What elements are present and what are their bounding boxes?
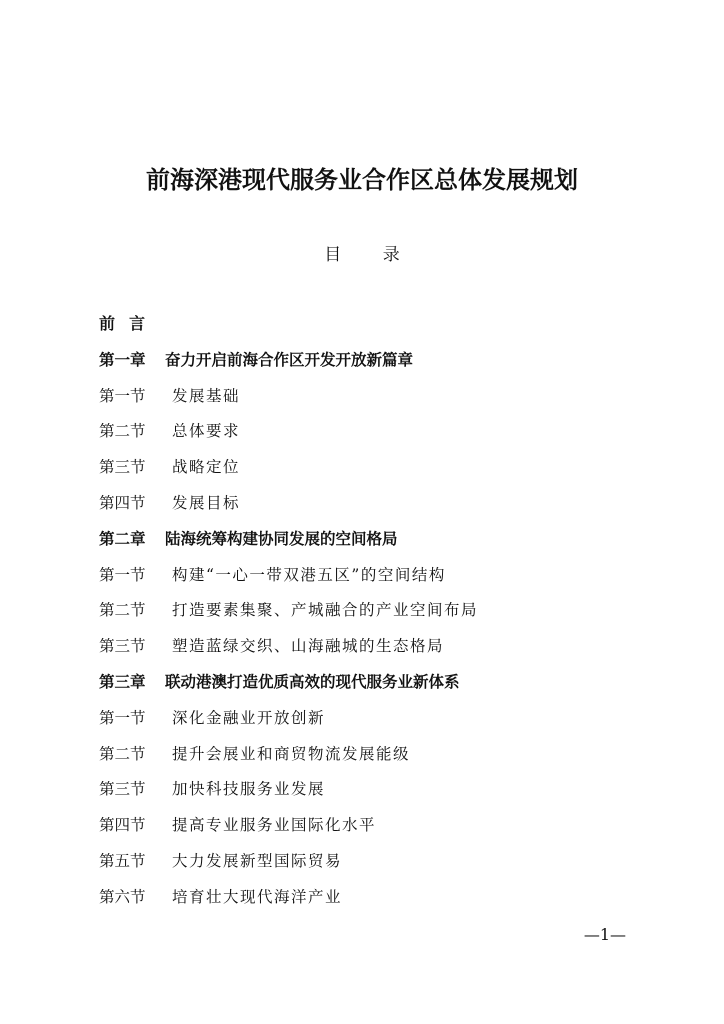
toc-label: 第三章 [99, 672, 146, 691]
document-title: 前海深港现代服务业合作区总体发展规划 [146, 165, 578, 194]
toc-section[interactable] [99, 598, 659, 634]
toc-section[interactable] [99, 384, 659, 420]
toc-section[interactable] [99, 777, 659, 813]
toc-section[interactable] [99, 706, 659, 742]
toc-section[interactable] [99, 813, 659, 849]
toc-title: 构建“一心一带双港五区”的空间结构 [172, 565, 446, 584]
toc-chapter[interactable] [99, 348, 659, 384]
toc-title: 塑造蓝绿交织、山海融城的生态格局 [172, 637, 445, 656]
toc-label: 第二节 [99, 601, 146, 620]
toc-title: 发展目标 [172, 493, 241, 512]
toc-title: 奋力开启前海合作区开发开放新篇章 [165, 350, 414, 369]
toc-label: 第六节 [99, 887, 146, 906]
toc-title: 发展基础 [172, 386, 241, 405]
toc-title: 联动港澳打造优质高效的现代服务业新体系 [165, 672, 460, 691]
toc-title: 深化金融业开放创新 [172, 708, 326, 727]
toc-title: 提升会展业和商贸物流发展能级 [172, 744, 411, 763]
toc-section[interactable] [99, 563, 659, 599]
toc-section[interactable] [99, 849, 659, 885]
toc-label: 第三节 [99, 780, 146, 799]
toc-label: 第二节 [99, 422, 146, 441]
table-of-contents [99, 312, 659, 921]
toc-label: 第一节 [99, 565, 146, 584]
page-number: —1— [583, 925, 626, 944]
toc-title: 陆海统筹构建协同发展的空间格局 [165, 529, 398, 548]
toc-section[interactable] [99, 634, 659, 670]
toc-title: 打造要素集聚、产城融合的产业空间布局 [172, 601, 479, 620]
toc-label: 第五节 [99, 851, 146, 870]
toc-title: 大力发展新型国际贸易 [172, 851, 343, 870]
toc-label: 第四节 [99, 816, 146, 835]
toc-title: 培育壮大现代海洋产业 [172, 887, 343, 906]
toc-label: 第四节 [99, 493, 146, 512]
toc-label: 第二章 [99, 529, 146, 548]
toc-section[interactable] [99, 455, 659, 491]
toc-title: 总体要求 [172, 422, 241, 441]
toc-section[interactable] [99, 491, 659, 527]
toc-title: 提高专业服务业国际化水平 [172, 816, 377, 835]
toc-chapter[interactable] [99, 670, 659, 706]
toc-label: 第二节 [99, 744, 146, 763]
toc-section[interactable] [99, 419, 659, 455]
toc-label: 第一章 [99, 350, 146, 369]
toc-label: 前言 [99, 314, 160, 333]
toc-chapter[interactable] [99, 527, 659, 563]
toc-label: 第三节 [99, 458, 146, 477]
toc-title: 加快科技服务业发展 [172, 780, 326, 799]
toc-label: 第三节 [99, 637, 146, 656]
toc-label: 第一节 [99, 708, 146, 727]
toc-preface[interactable] [99, 312, 659, 348]
toc-label: 第一节 [99, 386, 146, 405]
toc-title: 战略定位 [172, 458, 241, 477]
toc-section[interactable] [99, 742, 659, 778]
toc-heading: 目 录 [324, 245, 418, 265]
toc-section[interactable] [99, 885, 659, 921]
